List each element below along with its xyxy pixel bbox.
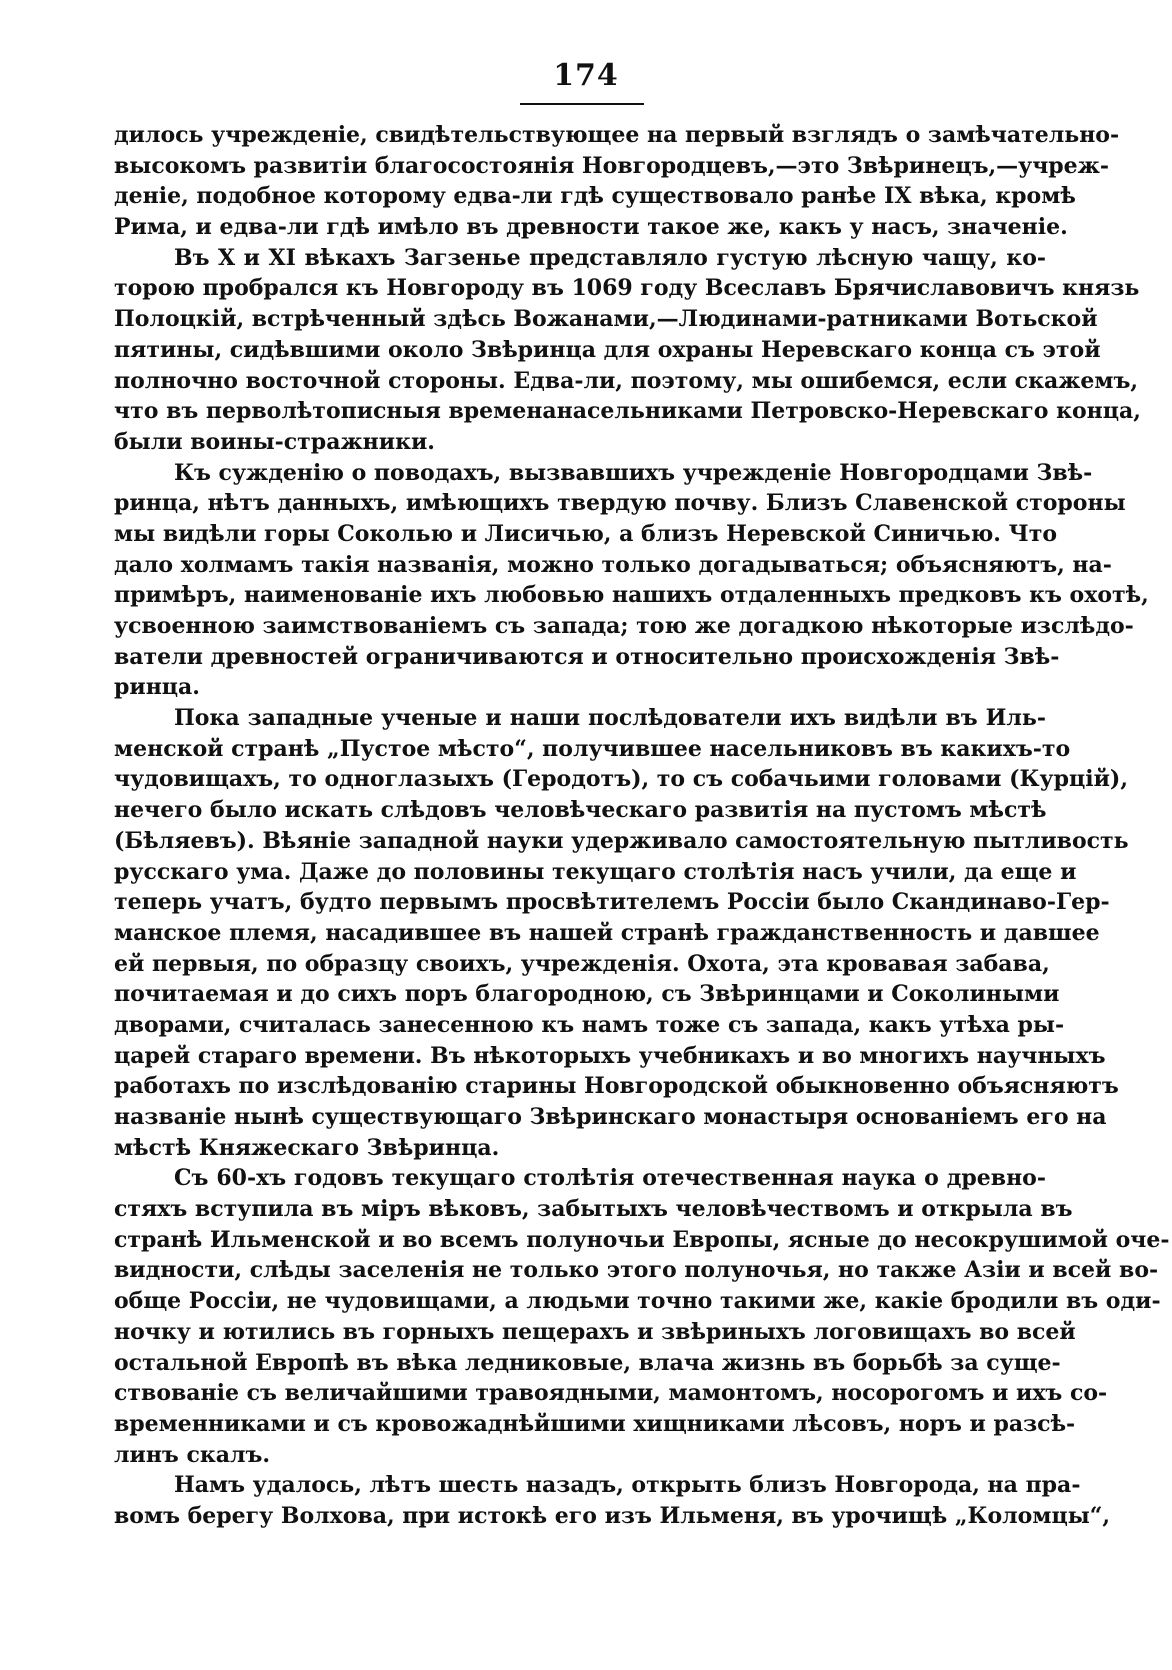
paragraph — [114, 458, 1149, 704]
page-number-underline — [520, 103, 644, 105]
text-line: дворами, считалась занесенною къ намъ тоже съ запада, какъ утѣха ры- — [114, 1011, 1065, 1038]
text-line: стяхъ вступила въ міръ вѣковъ, забытыхъ человѣчествомъ и открыла въ — [114, 1196, 1073, 1223]
text-line: мѣстѣ Княжескаго Звѣринца. — [114, 1134, 500, 1161]
text-line: торою пробрался къ Новгороду въ 1069 году Всеславъ Брячиславовичъ князь — [114, 275, 1140, 302]
text-line: пятины, сидѣвшими около Звѣринца для охраны Неревскаго конца съ этой — [114, 336, 1101, 363]
text-line: манское племя, насадившее въ нашей странѣ гражданственность и давшее — [114, 919, 1100, 946]
text-line: усвоенною заимствованіемъ съ запада; тою же догадкою нѣкоторые изслѣдо- — [114, 613, 1134, 639]
text-line: дало холмамъ такія названія, можно только догадываться; объясняютъ, на- — [114, 551, 1112, 578]
paragraph — [114, 1163, 1170, 1470]
text-line: остальной Европѣ въ вѣка ледниковые, влача жизнь въ борьбѣ за суще- — [114, 1349, 1061, 1376]
text-line: дилось учрежденіе, свидѣтельствующее на первый взглядъ о замѣчательно- — [114, 122, 1120, 148]
text-line: русскаго ума. Даже до половины текущаго столѣтія насъ учили, да еще и — [114, 858, 1077, 885]
paragraph — [114, 1470, 1111, 1531]
text-line: Въ X и XI вѣкахъ Загзенье представляло густую лѣсную чащу, ко- — [174, 244, 1046, 271]
body-text — [114, 120, 1170, 1532]
text-line: ствованіе съ величайшими травоядными, мамонтомъ, носорогомъ и ихъ со- — [114, 1380, 1108, 1407]
text-line: ей первыя, по образцу своихъ, учрежденія. Охота, эта кровавая забава, — [114, 950, 1050, 977]
text-line: примѣръ, наименованіе ихъ любовью нашихъ отдаленныхъ предковъ къ охотѣ, — [114, 582, 1149, 609]
text-line: временниками и съ кровожаднѣйшими хищниками лѣсовъ, норъ и разсѣ- — [114, 1410, 1076, 1437]
text-line: ватели древностей ограничиваются и относительно происхожденія Звѣ- — [114, 643, 1060, 670]
text-line: высокомъ развитіи благосостоянія Новгородцевъ,—это Звѣринецъ,—учреж- — [114, 152, 1110, 179]
text-line: (Бѣляевъ). Вѣяніе западной науки удерживало самостоятельную пытливость — [114, 827, 1129, 854]
paragraph — [114, 120, 1120, 243]
text-line: ринца, нѣтъ данныхъ, имѣющихъ твердую почву. Близъ Славенской стороны — [114, 490, 1126, 517]
text-line: работахъ по изслѣдованію старины Новгородской обыкновенно объясняютъ — [114, 1073, 1119, 1100]
text-line: Полоцкій, встрѣченный здѣсь Вожанами,—Людинами-ратниками Вотьской — [114, 306, 1098, 333]
text-line: Съ 60-хъ годовъ текущаго столѣтія отечественная наука о древно- — [174, 1165, 1046, 1192]
text-line: Намъ удалось, лѣтъ шесть назадъ, открыть близъ Новгорода, на пра- — [174, 1472, 1081, 1499]
text-line: чудовищахъ, то одноглазыхъ (Геродотъ), то съ собачьими головами (Курцій), — [114, 766, 1128, 793]
text-line: полночно восточной стороны. Едва-ли, поэтому, мы ошибемся, если скажемъ, — [114, 367, 1139, 394]
text-line: Пока западные ученые и наши послѣдователи ихъ видѣли въ Иль- — [174, 705, 1046, 732]
text-line: почитаемая и до сихъ поръ благородною, съ Звѣринцами и Соколиными — [114, 981, 1060, 1008]
text-line: обще Россіи, не чудовищами, а людьми точно такими же, какіе бродили въ оди- — [114, 1288, 1161, 1315]
text-line: Къ сужденію о поводахъ, вызвавшихъ учрежденіе Новгородцами Звѣ- — [174, 459, 1093, 486]
text-line: вомъ берегу Волхова, при истокѣ его изъ Ильменя, въ урочищѣ „Коломцы“, — [114, 1502, 1111, 1529]
text-line: ночку и ютились въ горныхъ пещерахъ и звѣриныхъ логовищахъ во всей — [114, 1318, 1076, 1345]
paragraph — [114, 703, 1129, 1163]
paragraph — [114, 243, 1141, 458]
page-number: 174 — [553, 58, 619, 93]
text-line: были воины-стражники. — [114, 428, 435, 455]
text-line: менской странѣ „Пустое мѣсто“, получившее насельниковъ въ какихъ-то — [114, 735, 1071, 762]
text-line: царей стараго времени. Въ нѣкоторыхъ учебникахъ и во многихъ научныхъ — [114, 1042, 1106, 1069]
text-line: деніе, подобное которому едва-ли гдѣ существовало ранѣе IX вѣка, кромѣ — [114, 183, 1076, 210]
text-line: теперь учатъ, будто первымъ просвѣтителемъ Россіи было Скандинаво-Гер- — [114, 889, 1110, 916]
text-line: видности, слѣды заселенія не только этого полуночья, но также Азіи и всей во- — [114, 1257, 1159, 1284]
text-line: ринца. — [114, 674, 200, 701]
text-line: мы видѣли горы Соколью и Лисичью, а близъ Неревской Синичью. Что — [114, 520, 1058, 547]
text-line: что въ перволѣтописныя временанасельниками Петровско-Неревскаго конца, — [114, 398, 1141, 425]
text-line: Рима, и едва-ли гдѣ имѣло въ древности такое же, какъ у насъ, значеніе. — [114, 214, 1068, 241]
text-line: линъ скалъ. — [114, 1441, 271, 1468]
text-line: странѣ Ильменской и во всемъ полуночьи Европы, ясные до несокрушимой оче- — [114, 1226, 1170, 1253]
text-line: нечего было искать слѣдовъ человѣческаго развитія на пустомъ мѣстѣ — [114, 797, 1047, 824]
text-line: названіе нынѣ существующаго Звѣринскаго монастыря основаніемъ его на — [114, 1104, 1107, 1130]
